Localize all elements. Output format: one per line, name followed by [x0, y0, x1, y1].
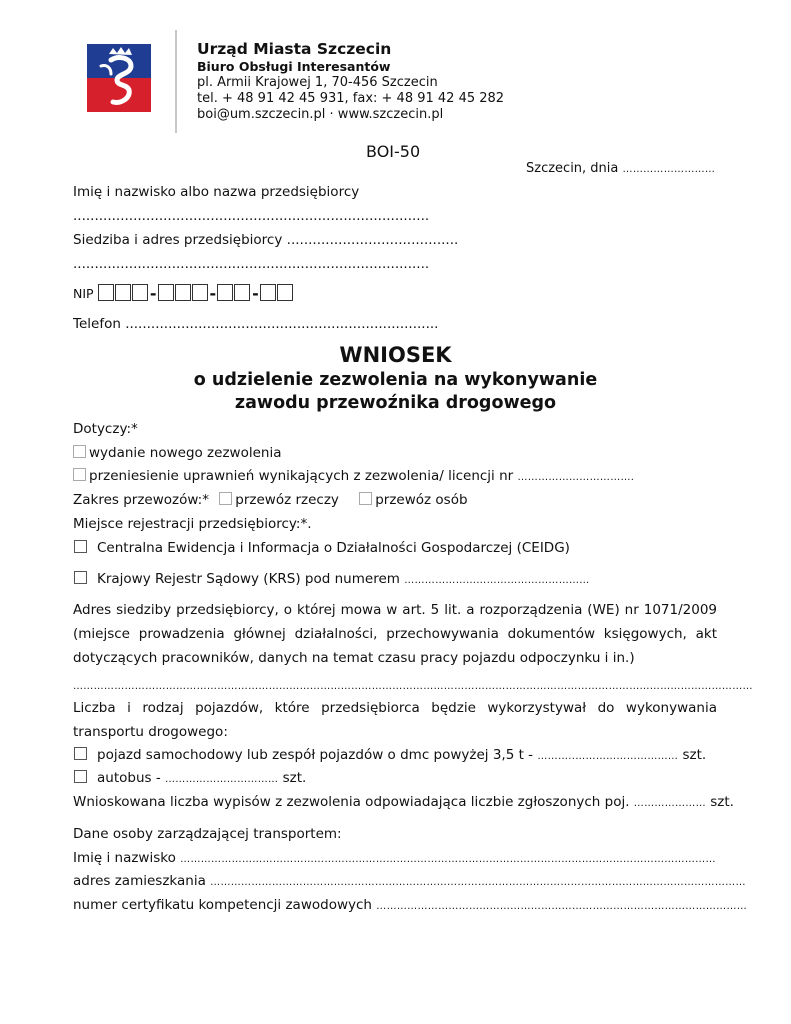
szczecin-griffin-logo-icon: [87, 44, 151, 112]
applicant-name-field[interactable]: ...................................................................................: [73, 208, 430, 224]
manager-address-row: [73, 873, 746, 889]
applicant-seat-label: Siedziba i adres przedsiębiorcy: [73, 232, 283, 248]
applicant-seat-row: [73, 232, 458, 248]
phone-label: Telefon: [73, 316, 121, 332]
option-new-permit-label: wydanie nowego zezwolenia: [89, 445, 282, 461]
manager-label: Dane osoby zarządzającej transportem:: [73, 826, 342, 842]
option-krs-label: Krajowy Rejestr Sądowy (KRS) pod numerem: [97, 571, 400, 587]
krs-number-field[interactable]: ………………………………………………: [404, 575, 590, 586]
scope-label: Zakres przewozów:*: [73, 492, 209, 508]
date-label: Szczecin, dnia: [526, 161, 619, 176]
extracts-count-field[interactable]: …………………: [633, 798, 706, 809]
manager-name-row: [73, 850, 716, 866]
vehicles-intro: Liczba i rodzaj pojazdów, które przedsiębiorca będzie wykorzystywał do wykonywania transportu drogowego:: [73, 700, 717, 740]
scope-goods-label: przewóz rzeczy: [235, 492, 339, 508]
date-field[interactable]: ………………………: [622, 164, 716, 175]
checkbox-transfer[interactable]: [73, 468, 86, 481]
date-line: [526, 161, 715, 176]
scope-persons-label: przewóz osób: [375, 492, 468, 508]
manager-address-field[interactable]: …………………………………………………………………………………………………………………………………………: [210, 877, 746, 888]
office-address: pl. Armii Krajowej 1, 70-456 Szczecin: [197, 75, 438, 90]
bus-label: autobus -: [97, 770, 161, 786]
phone-field[interactable]: .........................................................................: [125, 316, 439, 332]
bus-unit: szt.: [282, 770, 307, 786]
office-header: [197, 40, 504, 123]
office-phone: tel. + 48 91 42 45 931, fax: + 48 91 42 45 282: [197, 91, 505, 106]
concerns-label: Dotyczy:*: [73, 421, 138, 437]
manager-cert-row: [73, 897, 747, 913]
applicant-name-label: Imię i nazwisko albo nazwa przedsiębiorcy: [73, 184, 360, 200]
option-transfer[interactable]: [73, 468, 634, 484]
form-code: BOI-50: [366, 142, 421, 161]
manager-cert-label: numer certyfikatu kompetencji zawodowych: [73, 897, 372, 913]
applicant-seat-field[interactable]: ........................................: [286, 232, 459, 248]
registry-label: Miejsce rejestracji przedsiębiorcy:*.: [73, 516, 312, 532]
truck-count-field[interactable]: ………..…………………………: [537, 751, 679, 762]
nip-row: [73, 284, 294, 303]
checkbox-ceidg[interactable]: [74, 540, 87, 553]
applicant-seat-field-2[interactable]: ...................................................................................: [73, 256, 430, 272]
seat-paragraph: Adres siedziby przedsiębiorcy, o której mowa w art. 5 lit. a rozporządzenia (WE) nr 1071/2009 (miejsce prowadzenia głównej działalności, przechowywania dokumentów księgowych, akt dotyczących pracowników, danych na temat czasu pracy pojazdu odpoczynku i in.): [73, 602, 717, 666]
phone-row: [73, 316, 438, 332]
option-transfer-label: przeniesienie uprawnień wynikających z zezwolenia/ licencji nr: [89, 468, 514, 484]
truck-unit: szt.: [682, 747, 707, 763]
extracts-unit: szt.: [710, 794, 734, 810]
option-krs[interactable]: [74, 571, 590, 587]
form-subtitle-1: o udzielenie zezwolenia na wykonywanie: [193, 370, 598, 390]
manager-address-label: adres zamieszkania: [73, 873, 206, 889]
office-contact: boi@um.szczecin.pl · www.szczecin.pl: [197, 107, 444, 122]
checkbox-bus[interactable]: [74, 770, 87, 783]
nip-boxes[interactable]: - - -: [98, 286, 294, 302]
checkbox-goods[interactable]: [219, 492, 232, 505]
manager-name-label: Imię i nazwisko: [73, 850, 176, 866]
truck-label: pojazd samochodowy lub zespół pojazdów o dmc powyżej 3,5 t -: [97, 747, 534, 763]
option-truck[interactable]: [74, 747, 706, 763]
seat-address-field[interactable]: ………………………………………………………………………………………………………………………………………………………………………………: [73, 681, 753, 692]
option-bus[interactable]: [74, 770, 306, 786]
manager-name-field[interactable]: …………………………………………………………………………………………………………………………………………: [180, 854, 716, 865]
extracts-row: [73, 794, 734, 810]
bus-count-field[interactable]: ……………………………: [165, 774, 279, 785]
checkbox-truck[interactable]: [74, 747, 87, 760]
nip-label: NIP: [73, 286, 94, 301]
manager-cert-field[interactable]: ………………………………………………………………………………………………: [376, 901, 748, 912]
licence-number-field[interactable]: …………………………….: [517, 472, 635, 483]
checkbox-persons[interactable]: [359, 492, 372, 505]
option-ceidg[interactable]: [74, 540, 570, 556]
checkbox-krs[interactable]: [74, 571, 87, 584]
extracts-label: Wnioskowana liczba wypisów z zezwolenia odpowiadająca liczbie zgłoszonych poj.: [73, 794, 630, 810]
option-new-permit[interactable]: [73, 445, 281, 461]
form-subtitle-2: zawodu przewoźnika drogowego: [234, 393, 557, 413]
header-divider: [175, 30, 177, 133]
form-title: WNIOSEK: [339, 343, 452, 367]
office-name: Urząd Miasta Szczecin: [197, 40, 392, 58]
checkbox-new-permit[interactable]: [73, 445, 86, 458]
office-unit: Biuro Obsługi Interesantów: [197, 59, 391, 74]
option-ceidg-label: Centralna Ewidencja i Informacja o Działalności Gospodarczej (CEIDG): [97, 540, 570, 556]
scope-row: [73, 492, 468, 508]
